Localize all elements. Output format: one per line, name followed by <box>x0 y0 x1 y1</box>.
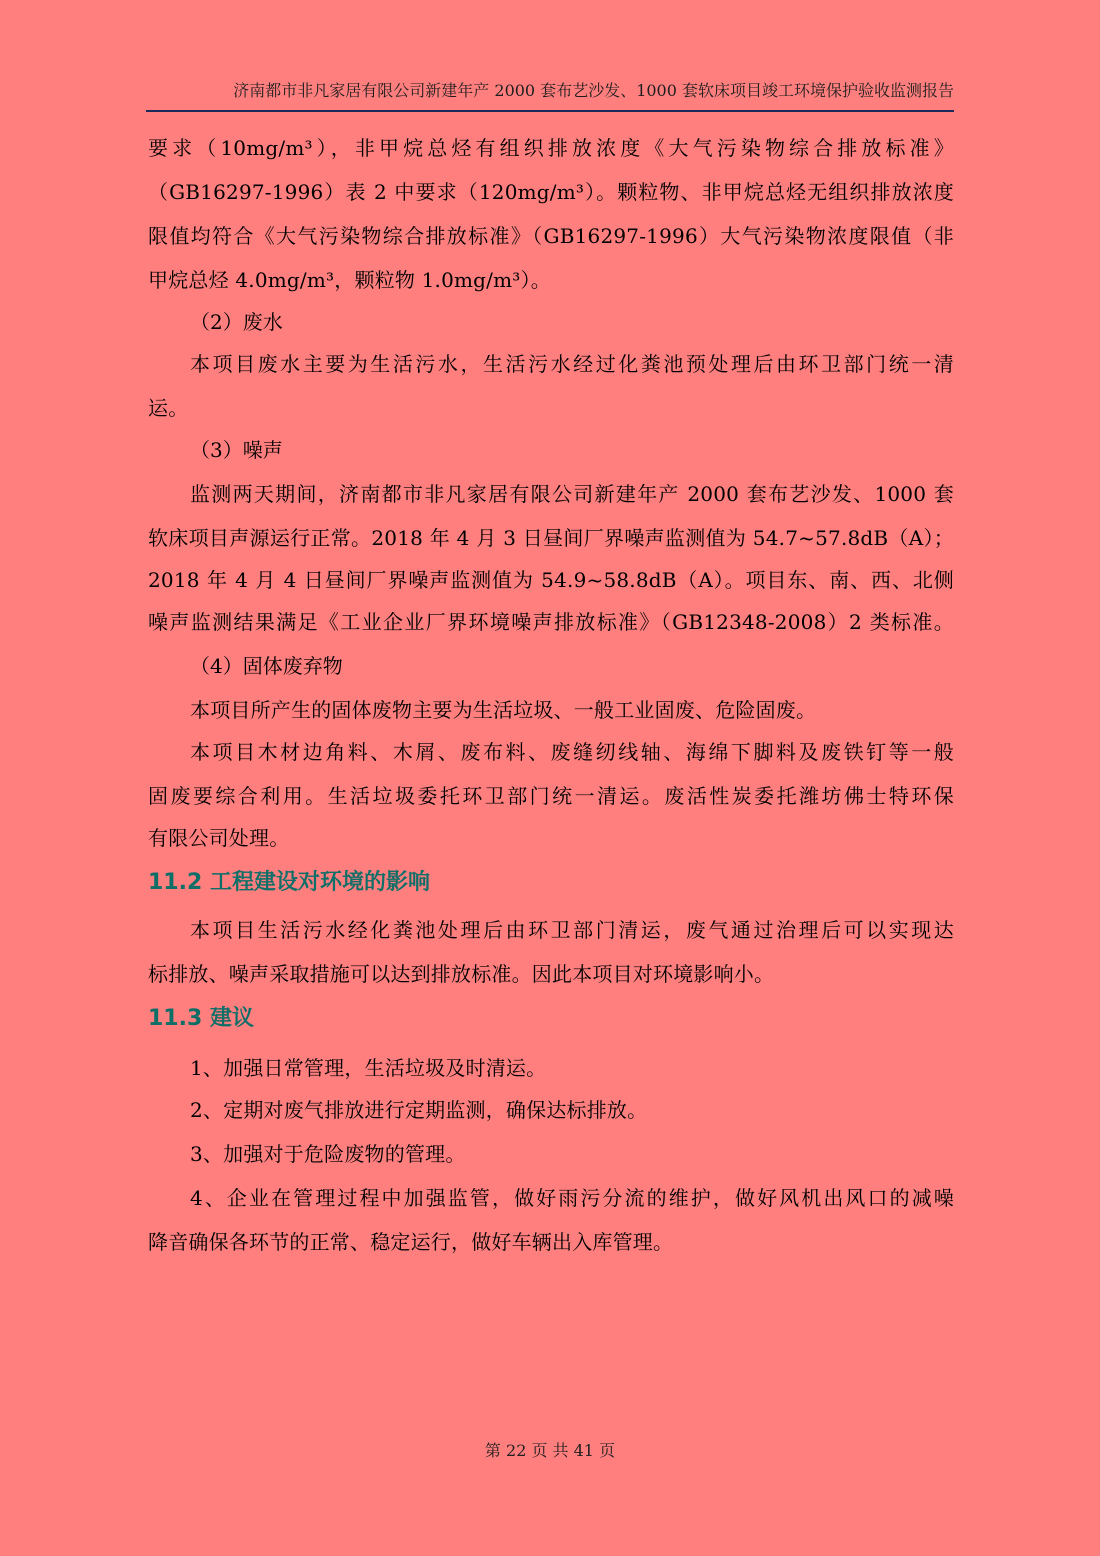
subheading-wastewater: （2）废水 <box>190 310 283 334</box>
text-line: 2018 年 4 月 4 日昼间厂界噪声监测值为 54.9~58.8dB（A）。项目东、南、西、北侧 <box>148 568 954 592</box>
text-line: 甲烷总烃 4.0mg/m³，颗粒物 1.0mg/m³）。 <box>148 268 551 292</box>
page-number: 第 22 页 共 41 页 <box>484 1441 616 1460</box>
text-line: 本项目木材边角料、木屑、废布料、废缝纫线轴、海绵下脚料及废铁钉等一般 <box>190 740 954 764</box>
text-line: （GB16297-1996）表 2 中要求（120mg/m³）。颗粒物、非甲烷总烃无组织排放浓度 <box>148 180 954 204</box>
text-line: 限值均符合《大气污染物综合排放标准》（GB16297-1996）大气污染物浓度限值（非 <box>148 224 954 248</box>
text-line: 运。 <box>148 396 189 420</box>
recommendation-item: 1、加强日常管理，生活垃圾及时清运。 <box>190 1056 547 1080</box>
text-line: 噪声监测结果满足《工业企业厂界环境噪声排放标准》（GB12348-2008）2 类标准。 <box>148 610 954 634</box>
section-heading-11-3: 11.3 建议 <box>148 1006 254 1031</box>
section-heading-11-2: 11.2 工程建设对环境的影响 <box>148 870 430 895</box>
text-line: 本项目废水主要为生活污水，生活污水经过化粪池预处理后由环卫部门统一清 <box>190 352 954 376</box>
text-line: 降音确保各环节的正常、稳定运行，做好车辆出入库管理。 <box>148 1230 674 1254</box>
text-line: 监测两天期间，济南都市非凡家居有限公司新建年产 2000 套布艺沙发、1000 套 <box>190 482 954 506</box>
text-line: 本项目所产生的固体废物主要为生活垃圾、一般工业固废、危险固废。 <box>190 698 817 722</box>
text-line: 软床项目声源运行正常。2018 年 4 月 3 日昼间厂界噪声监测值为 54.7~57.8dB（A）； <box>148 526 954 550</box>
header-divider <box>146 110 954 112</box>
text-line: 要求（10mg/m³），非甲烷总烃有组织排放浓度《大气污染物综合排放标准》 <box>148 136 954 160</box>
recommendation-item: 3、加强对于危险废物的管理。 <box>190 1142 466 1166</box>
subheading-solid-waste: （4）固体废弃物 <box>190 654 343 678</box>
recommendation-item: 4、企业在管理过程中加强监管，做好雨污分流的维护，做好风机出风口的减噪 <box>190 1186 954 1210</box>
recommendation-item: 2、定期对废气排放进行定期监测，确保达标排放。 <box>190 1098 648 1122</box>
report-header: 济南都市非凡家居有限公司新建年产 2000 套布艺沙发、1000 套软床项目竣工环境保护验收监测报告 <box>233 81 954 100</box>
text-line: 标排放、噪声采取措施可以达到排放标准。因此本项目对环境影响小。 <box>148 962 775 986</box>
subheading-noise: （3）噪声 <box>190 438 283 462</box>
text-line: 有限公司处理。 <box>148 826 290 850</box>
text-line: 本项目生活污水经化粪池处理后由环卫部门清运，废气通过治理后可以实现达 <box>190 918 954 942</box>
text-line: 固废要综合利用。生活垃圾委托环卫部门统一清运。废活性炭委托潍坊佛士特环保 <box>148 784 954 808</box>
